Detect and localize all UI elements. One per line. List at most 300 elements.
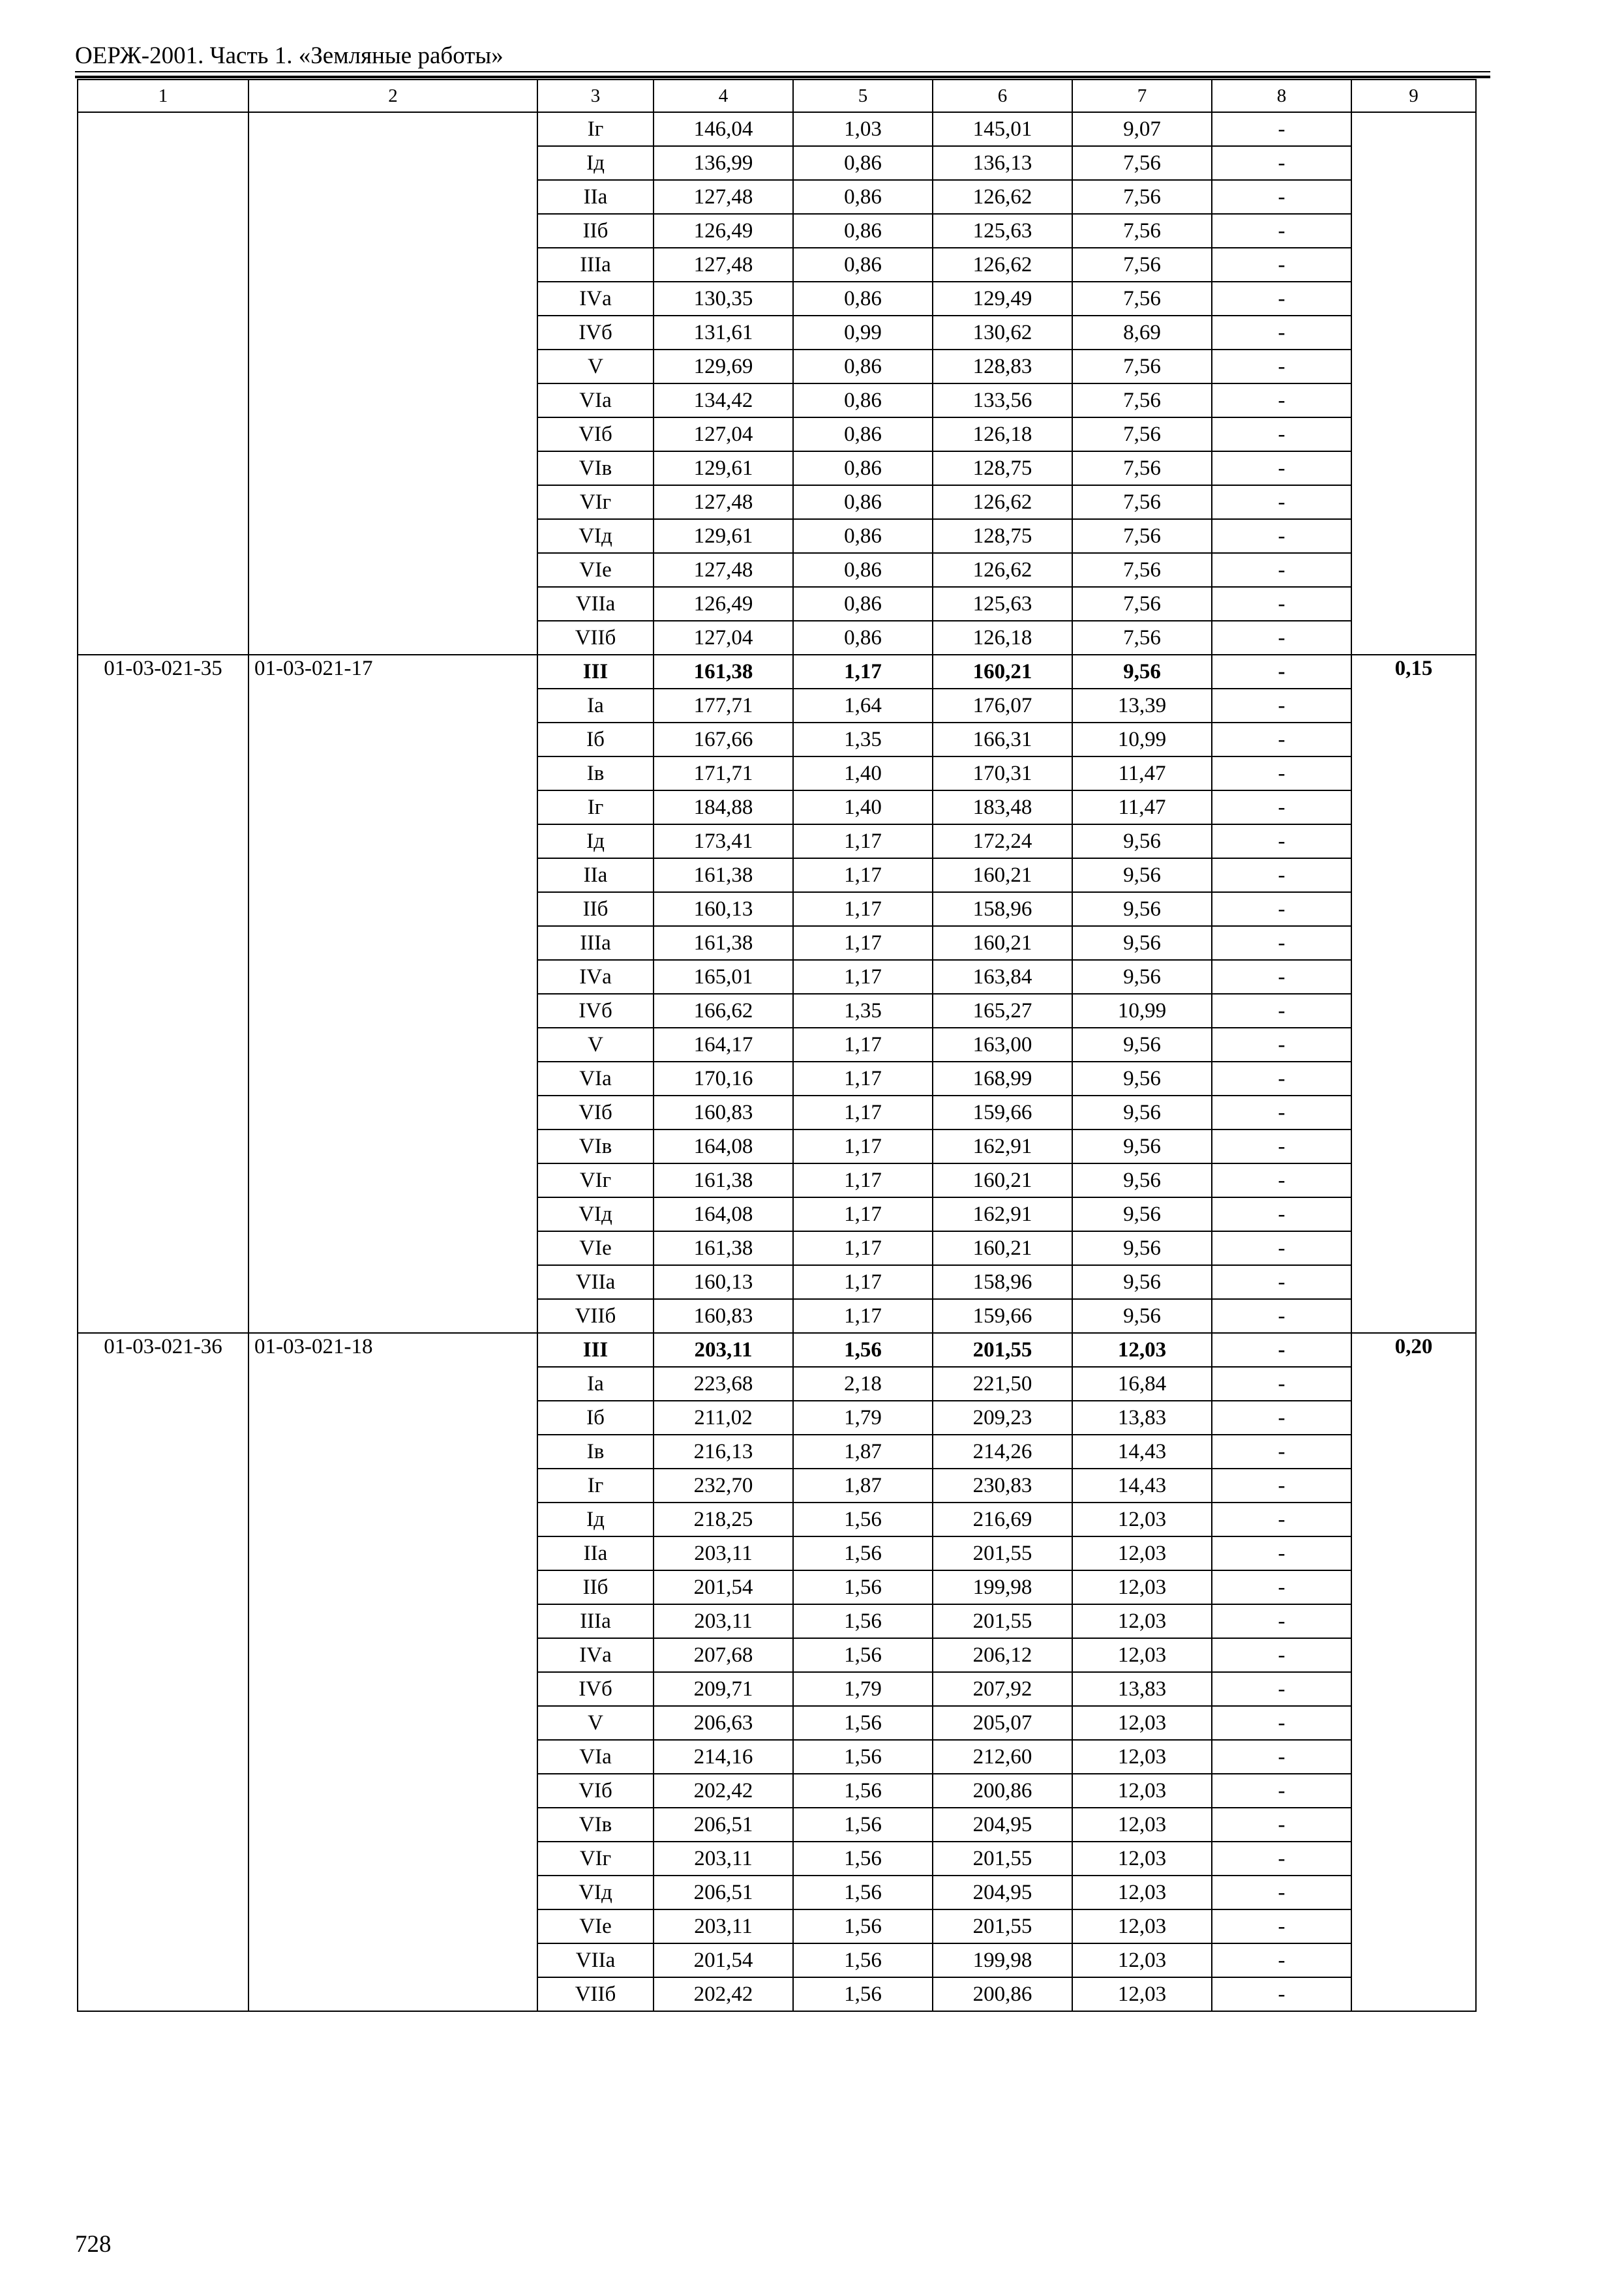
value-cell: 0,86 [793,417,933,451]
value-cell: 168,99 [933,1062,1072,1096]
value-cell: - [1212,1265,1351,1299]
value-cell: - [1212,790,1351,824]
value-cell: 0,86 [793,180,933,214]
value-cell: 13,83 [1072,1401,1212,1435]
value-cell: - [1212,1299,1351,1333]
value-cell: 128,75 [933,451,1072,485]
value-cell: 223,68 [654,1367,793,1401]
value-cell: 1,56 [793,1570,933,1604]
value-cell: 9,56 [1072,1096,1212,1130]
value-cell: 1,56 [793,1808,933,1842]
value-cell: 214,26 [933,1435,1072,1469]
rate-code-cell: 01-03-021-36 [78,1333,248,2011]
column-header: 7 [1072,80,1212,112]
value-cell: 126,49 [654,214,793,248]
value-cell: 14,43 [1072,1469,1212,1503]
value-cell: 205,07 [933,1706,1072,1740]
value-cell: 145,01 [933,112,1072,146]
value-cell: - [1212,1774,1351,1808]
value-cell: 129,49 [933,282,1072,316]
value-cell: 171,71 [654,756,793,790]
region-cell: Iа [537,689,654,723]
value-cell: 127,48 [654,553,793,587]
value-cell: 207,68 [654,1638,793,1672]
value-cell: 170,31 [933,756,1072,790]
value-cell: 203,11 [654,1604,793,1638]
value-cell: 1,03 [793,112,933,146]
value-cell: - [1212,383,1351,417]
region-cell: IIа [537,858,654,892]
column-header: 8 [1212,80,1351,112]
region-cell: VIе [537,1231,654,1265]
value-cell: 10,99 [1072,994,1212,1028]
value-cell: 207,92 [933,1672,1072,1706]
col9-value-cell [1351,112,1476,655]
value-cell: 16,84 [1072,1367,1212,1401]
base-rate-code-cell: 01-03-021-18 [248,1333,537,2011]
value-cell: - [1212,723,1351,756]
value-cell: 170,16 [654,1062,793,1096]
region-cell: Iб [537,723,654,756]
column-number-row [78,80,1476,112]
value-cell: 12,03 [1072,1876,1212,1909]
region-cell: VIе [537,1909,654,1943]
region-cell: Iв [537,1435,654,1469]
region-cell: IIб [537,892,654,926]
value-cell: 0,86 [793,519,933,553]
value-cell: 126,62 [933,485,1072,519]
value-cell: 201,55 [933,1536,1072,1570]
value-cell: 131,61 [654,316,793,350]
value-cell: 199,98 [933,1943,1072,1977]
value-cell: 7,56 [1072,621,1212,655]
value-cell: 10,99 [1072,723,1212,756]
value-cell: - [1212,316,1351,350]
value-cell: 1,56 [793,1909,933,1943]
region-cell: VIIа [537,587,654,621]
value-cell: 200,86 [933,1774,1072,1808]
value-cell: 167,66 [654,723,793,756]
value-cell: 13,39 [1072,689,1212,723]
value-cell: 9,56 [1072,1028,1212,1062]
column-header: 6 [933,80,1072,112]
value-cell: 211,02 [654,1401,793,1435]
value-cell: - [1212,214,1351,248]
value-cell: 161,38 [654,858,793,892]
value-cell: - [1212,1163,1351,1197]
value-cell: - [1212,1808,1351,1842]
value-cell: 1,17 [793,655,933,689]
value-cell: 14,43 [1072,1435,1212,1469]
value-cell: 212,60 [933,1740,1072,1774]
region-cell: VIе [537,553,654,587]
value-cell: 1,35 [793,723,933,756]
value-cell: 12,03 [1072,1774,1212,1808]
value-cell: - [1212,1503,1351,1536]
value-cell: - [1212,689,1351,723]
value-cell: 11,47 [1072,790,1212,824]
value-cell: 146,04 [654,112,793,146]
value-cell: 1,17 [793,926,933,960]
value-cell: - [1212,1638,1351,1672]
value-cell: 12,03 [1072,1333,1212,1367]
value-cell: 1,56 [793,1774,933,1808]
value-cell: 0,86 [793,248,933,282]
value-cell: 161,38 [654,655,793,689]
value-cell: 1,56 [793,1740,933,1774]
value-cell: 1,87 [793,1435,933,1469]
value-cell: - [1212,1977,1351,2011]
value-cell: 12,03 [1072,1638,1212,1672]
value-cell: 1,40 [793,756,933,790]
value-cell: 1,35 [793,994,933,1028]
value-cell: 165,27 [933,994,1072,1028]
value-cell: - [1212,1604,1351,1638]
value-cell: 1,17 [793,1231,933,1265]
value-cell: - [1212,1028,1351,1062]
value-cell: 176,07 [933,689,1072,723]
value-cell: 8,69 [1072,316,1212,350]
value-cell: 1,56 [793,1977,933,2011]
value-cell: 7,56 [1072,248,1212,282]
value-cell: 206,12 [933,1638,1072,1672]
value-cell: 136,13 [933,146,1072,180]
value-cell: 1,56 [793,1706,933,1740]
value-cell: 158,96 [933,892,1072,926]
value-cell: - [1212,858,1351,892]
value-cell: - [1212,756,1351,790]
value-cell: 12,03 [1072,1570,1212,1604]
value-cell: 201,55 [933,1842,1072,1876]
value-cell: 166,31 [933,723,1072,756]
region-cell: IVб [537,994,654,1028]
value-cell: 0,86 [793,621,933,655]
region-cell: IIа [537,1536,654,1570]
value-cell: 1,17 [793,1130,933,1163]
value-cell: - [1212,519,1351,553]
value-cell: 201,54 [654,1570,793,1604]
value-cell: 9,56 [1072,1062,1212,1096]
region-cell: VIб [537,417,654,451]
value-cell: 127,48 [654,485,793,519]
region-cell: IVа [537,960,654,994]
region-cell: VIIб [537,621,654,655]
region-cell: VIд [537,1876,654,1909]
region-cell: VIв [537,1808,654,1842]
value-cell: - [1212,553,1351,587]
value-cell: 126,62 [933,180,1072,214]
value-cell: 160,21 [933,1163,1072,1197]
value-cell: 1,79 [793,1401,933,1435]
value-cell: 134,42 [654,383,793,417]
value-cell: 1,17 [793,960,933,994]
value-cell: 0,99 [793,316,933,350]
value-cell: - [1212,1062,1351,1096]
value-cell: 204,95 [933,1808,1072,1842]
value-cell: 12,03 [1072,1943,1212,1977]
value-cell: 161,38 [654,1231,793,1265]
value-cell: 158,96 [933,1265,1072,1299]
value-cell: 204,95 [933,1876,1072,1909]
value-cell: 9,56 [1072,1265,1212,1299]
value-cell: - [1212,1197,1351,1231]
value-cell: 159,66 [933,1096,1072,1130]
value-cell: 1,17 [793,1197,933,1231]
column-header: 2 [248,80,537,112]
value-cell: 1,56 [793,1503,933,1536]
value-cell: 209,71 [654,1672,793,1706]
value-cell: 1,17 [793,892,933,926]
region-cell: Iа [537,1367,654,1401]
column-header: 4 [654,80,793,112]
value-cell: - [1212,1876,1351,1909]
value-cell: - [1212,824,1351,858]
value-cell: 199,98 [933,1570,1072,1604]
region-cell: Iг [537,112,654,146]
value-cell: 7,56 [1072,451,1212,485]
value-cell: 9,56 [1072,960,1212,994]
table-row [78,655,1476,689]
value-cell: - [1212,1333,1351,1367]
value-cell: 160,21 [933,858,1072,892]
value-cell: - [1212,112,1351,146]
value-cell: 203,11 [654,1333,793,1367]
region-cell: IIIа [537,926,654,960]
value-cell: 177,71 [654,689,793,723]
value-cell: 1,40 [793,790,933,824]
region-cell: VIв [537,1130,654,1163]
value-cell: 201,55 [933,1909,1072,1943]
value-cell: 129,61 [654,451,793,485]
value-cell: - [1212,1469,1351,1503]
value-cell: 126,62 [933,553,1072,587]
value-cell: 0,86 [793,282,933,316]
value-cell: 125,63 [933,587,1072,621]
value-cell: 126,49 [654,587,793,621]
column-header: 3 [537,80,654,112]
value-cell: - [1212,892,1351,926]
value-cell: 7,56 [1072,553,1212,587]
value-cell: 12,03 [1072,1977,1212,2011]
value-cell: 1,64 [793,689,933,723]
value-cell: 1,17 [793,1062,933,1096]
value-cell: 214,16 [654,1740,793,1774]
value-cell: 126,18 [933,417,1072,451]
value-cell: 160,83 [654,1299,793,1333]
region-cell: VIа [537,1740,654,1774]
value-cell: 128,83 [933,350,1072,383]
value-cell: 216,13 [654,1435,793,1469]
region-cell: IVа [537,282,654,316]
value-cell: 0,86 [793,350,933,383]
value-cell: 129,69 [654,350,793,383]
value-cell: 159,66 [933,1299,1072,1333]
value-cell: 7,56 [1072,519,1212,553]
region-cell: IIб [537,1570,654,1604]
col9-value-cell: 0,20 [1351,1333,1476,2011]
value-cell: 164,08 [654,1130,793,1163]
region-cell: V [537,1706,654,1740]
value-cell: 12,03 [1072,1808,1212,1842]
value-cell: 9,56 [1072,892,1212,926]
value-cell: 9,56 [1072,1197,1212,1231]
value-cell: 1,79 [793,1672,933,1706]
value-cell: 127,04 [654,417,793,451]
value-cell: 11,47 [1072,756,1212,790]
value-cell: 7,56 [1072,146,1212,180]
value-cell: 125,63 [933,214,1072,248]
value-cell: 1,17 [793,858,933,892]
column-header: 9 [1351,80,1476,112]
region-cell: VIг [537,1842,654,1876]
value-cell: 127,04 [654,621,793,655]
value-cell: 1,17 [793,1028,933,1062]
region-cell: VIа [537,383,654,417]
value-cell: 7,56 [1072,282,1212,316]
page-header-title: ОЕРЖ-2001. Часть 1. «Земляные работы» [75,42,504,69]
value-cell: 0,86 [793,587,933,621]
value-cell: 12,03 [1072,1706,1212,1740]
value-cell: 0,86 [793,214,933,248]
value-cell: 1,56 [793,1604,933,1638]
region-cell: VIб [537,1096,654,1130]
region-cell: IIIа [537,1604,654,1638]
region-cell: VIIа [537,1943,654,1977]
header-rule-thick [75,76,1490,78]
value-cell: 202,42 [654,1977,793,2011]
value-cell: 7,56 [1072,383,1212,417]
value-cell: 9,07 [1072,112,1212,146]
table-body [78,80,1476,2011]
value-cell: 216,69 [933,1503,1072,1536]
value-cell: 1,17 [793,1163,933,1197]
region-cell: VIб [537,1774,654,1808]
value-cell: 173,41 [654,824,793,858]
price-table [77,79,1477,2012]
value-cell: 203,11 [654,1536,793,1570]
value-cell: 0,86 [793,553,933,587]
value-cell: 136,99 [654,146,793,180]
value-cell: 1,56 [793,1333,933,1367]
value-cell: 7,56 [1072,417,1212,451]
value-cell: - [1212,1943,1351,1977]
value-cell: 1,17 [793,824,933,858]
value-cell: 9,56 [1072,1163,1212,1197]
value-cell: 161,38 [654,926,793,960]
value-cell: 218,25 [654,1503,793,1536]
region-cell: VIв [537,451,654,485]
value-cell: 0,86 [793,451,933,485]
region-cell: IVб [537,316,654,350]
value-cell: 1,56 [793,1638,933,1672]
value-cell: 160,13 [654,892,793,926]
value-cell: 163,84 [933,960,1072,994]
value-cell: - [1212,485,1351,519]
table-row [78,1333,1476,1367]
region-cell: IVа [537,1638,654,1672]
value-cell: 162,91 [933,1130,1072,1163]
header-rule-thin [75,71,1490,72]
value-cell: 12,03 [1072,1842,1212,1876]
value-cell: 1,56 [793,1536,933,1570]
region-cell: Iд [537,824,654,858]
value-cell: - [1212,587,1351,621]
value-cell: 2,18 [793,1367,933,1401]
value-cell: 130,62 [933,316,1072,350]
value-cell: 160,21 [933,1231,1072,1265]
region-cell: III [537,1333,654,1367]
value-cell: - [1212,282,1351,316]
value-cell: 1,17 [793,1299,933,1333]
page-number: 728 [75,2231,112,2258]
value-cell: 1,17 [793,1265,933,1299]
value-cell: 0,86 [793,146,933,180]
value-cell: 206,63 [654,1706,793,1740]
value-cell: 7,56 [1072,214,1212,248]
column-header: 5 [793,80,933,112]
value-cell: 201,55 [933,1604,1072,1638]
region-cell: VIд [537,519,654,553]
value-cell: 1,17 [793,1096,933,1130]
value-cell: 206,51 [654,1808,793,1842]
value-cell: 160,13 [654,1265,793,1299]
region-cell: V [537,1028,654,1062]
value-cell: 160,83 [654,1096,793,1130]
value-cell: 183,48 [933,790,1072,824]
value-cell: - [1212,926,1351,960]
value-cell: 7,56 [1072,350,1212,383]
value-cell: 160,21 [933,926,1072,960]
value-cell: 209,23 [933,1401,1072,1435]
value-cell: - [1212,1570,1351,1604]
value-cell: 202,42 [654,1774,793,1808]
value-cell: 12,03 [1072,1740,1212,1774]
value-cell: 126,18 [933,621,1072,655]
value-cell: - [1212,994,1351,1028]
value-cell: 0,86 [793,485,933,519]
value-cell: 164,17 [654,1028,793,1062]
region-cell: IVб [537,1672,654,1706]
value-cell: 7,56 [1072,587,1212,621]
region-cell: Iд [537,1503,654,1536]
value-cell: - [1212,1536,1351,1570]
region-cell: VIIб [537,1299,654,1333]
region-cell: VIг [537,1163,654,1197]
value-cell: 9,56 [1072,1231,1212,1265]
value-cell: 12,03 [1072,1503,1212,1536]
value-cell: - [1212,417,1351,451]
value-cell: - [1212,960,1351,994]
value-cell: 9,56 [1072,824,1212,858]
value-cell: 163,00 [933,1028,1072,1062]
value-cell: 1,87 [793,1469,933,1503]
value-cell: - [1212,1842,1351,1876]
value-cell: 165,01 [654,960,793,994]
base-rate-code-cell: 01-03-021-17 [248,655,537,1333]
value-cell: 184,88 [654,790,793,824]
value-cell: - [1212,1740,1351,1774]
region-cell: VIа [537,1062,654,1096]
value-cell: - [1212,1909,1351,1943]
col9-value-cell: 0,15 [1351,655,1476,1333]
value-cell: - [1212,1367,1351,1401]
base-rate-code-cell [248,112,537,655]
region-cell: VIд [537,1197,654,1231]
value-cell: 7,56 [1072,180,1212,214]
value-cell: - [1212,350,1351,383]
value-cell: - [1212,1672,1351,1706]
value-cell: - [1212,451,1351,485]
